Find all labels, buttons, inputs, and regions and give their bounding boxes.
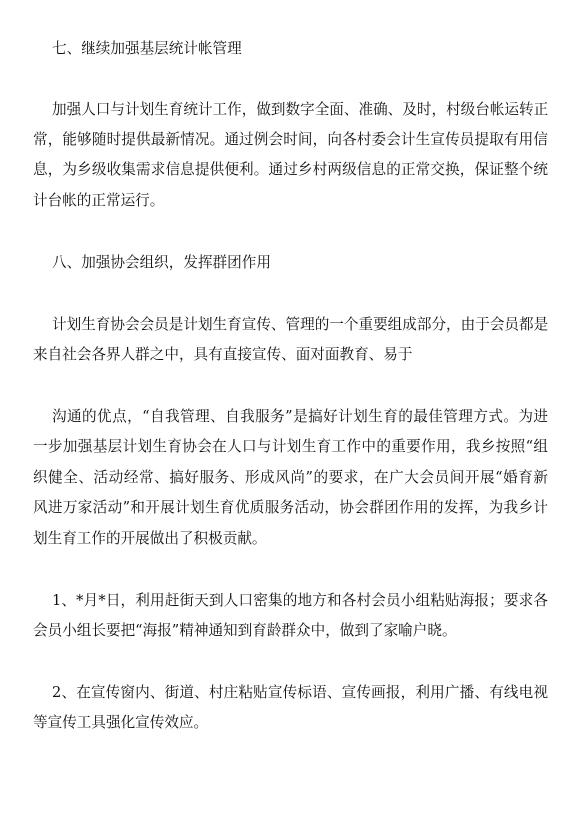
- paragraph-line: 沟通的优点，“自我管理、自我服务”是搞好计划生育的最佳管理方式。为进: [52, 408, 548, 425]
- paragraph-line: 1、*月*日，利用赶街天到人口密集的地方和各村会员小组粘贴海报；要求各: [52, 592, 548, 609]
- section-heading-8: 八、加强协会组织，发挥群团作用: [52, 254, 271, 271]
- paragraph-line: 划生育工作的开展做出了积极贡献。: [33, 530, 267, 547]
- paragraph-line: 一步加强基层计划生育协会在人口与计划生育工作中的重要作用，我乡按照“组: [33, 438, 548, 455]
- paragraph-line: 计台帐的正常运行。: [33, 192, 165, 209]
- paragraph-line: 织健全、活动经常、搞好服务、形成风尚”的要求，在广大会员间开展“婚育新: [33, 469, 548, 486]
- paragraph-line: 等宣传工具强化宣传效应。: [33, 714, 209, 731]
- paragraph-line: 风进万家活动”和开展计划生育优质服务活动，协会群团作用的发挥，为我乡计: [33, 499, 548, 516]
- paragraph-line: 加强人口与计划生育统计工作，做到数字全面、准确、及时，村级台帐运转正: [52, 101, 548, 118]
- paragraph-line: 息，为乡级收集需求信息提供便利。通过乡村两级信息的正常交换，保证整个统: [33, 161, 548, 178]
- paragraph-line: 会员小组长要把“海报”精神通知到育龄群众中，做到了家喻户晓。: [33, 622, 457, 639]
- section-heading-7: 七、继续加强基层统计帐管理: [52, 40, 242, 57]
- paragraph-line: 来自社会各界人群之中，具有直接宣传、面对面教育、易于: [33, 346, 413, 363]
- paragraph-line: 2、在宣传窗内、街道、村庄粘贴宣传标语、宣传画报，利用广播、有线电视: [52, 684, 548, 701]
- paragraph-line: 常，能够随时提供最新情况。通过例会时间，向各村委会计生宣传员提取有用信: [33, 131, 548, 148]
- paragraph-line: 计划生育协会会员是计划生育宣传、管理的一个重要组成部分，由于会员都是: [52, 316, 548, 333]
